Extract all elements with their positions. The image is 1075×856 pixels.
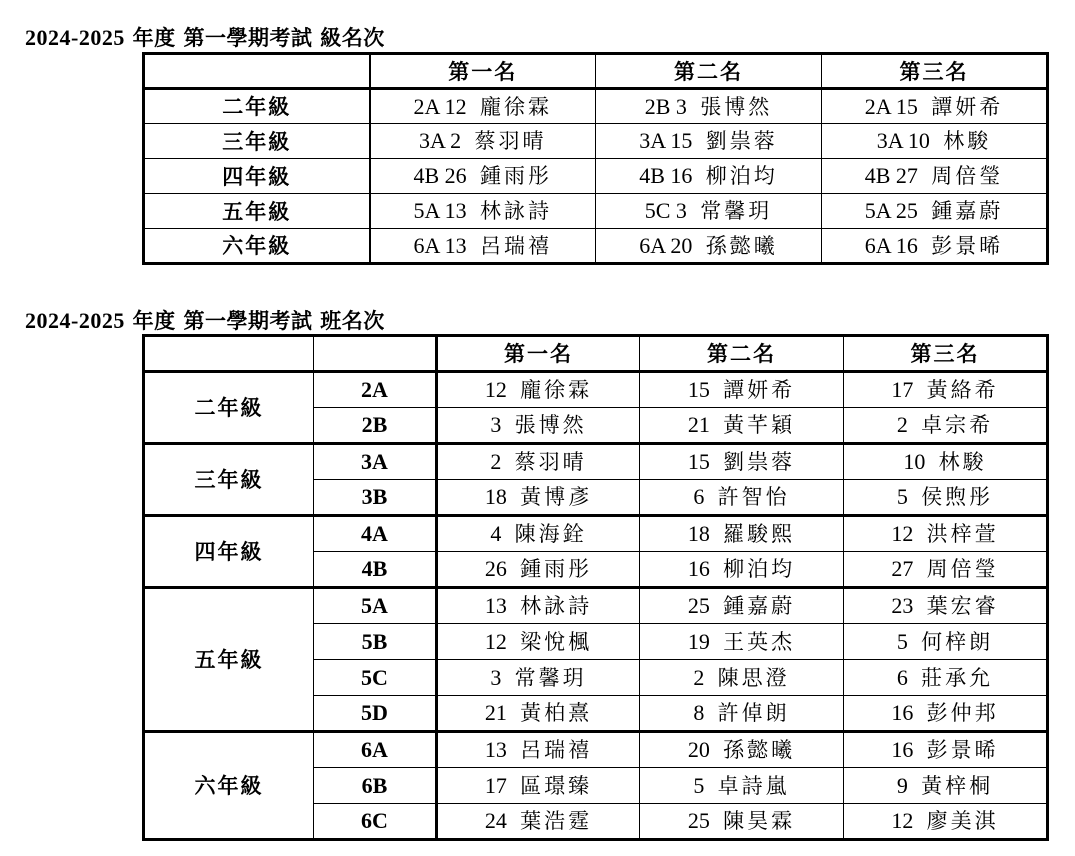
student-name: 彭景晞 bbox=[931, 233, 1004, 258]
student-number: 16 bbox=[687, 556, 710, 581]
grade-ranking-title-text: 年度 第一學期考試 級名次 bbox=[124, 25, 385, 50]
ranking-cell-third bbox=[822, 194, 1048, 229]
student-name: 黃芊穎 bbox=[723, 413, 796, 437]
header-second-place: 第二名 bbox=[596, 54, 822, 89]
class-ranking-row bbox=[144, 516, 1048, 552]
student-number: 3 bbox=[490, 412, 502, 437]
ranking-cell-first bbox=[437, 552, 640, 588]
ranking-cell-third bbox=[844, 732, 1048, 768]
class-label: 2A bbox=[314, 372, 437, 408]
student-number: 8 bbox=[693, 700, 705, 725]
ranking-cell-second bbox=[596, 159, 822, 194]
student-name: 彭景晞 bbox=[926, 738, 999, 762]
student-number: 24 bbox=[484, 808, 507, 833]
student-number: 21 bbox=[687, 412, 710, 437]
ranking-cell-first bbox=[437, 372, 640, 408]
header-third-place: 第三名 bbox=[844, 336, 1048, 372]
student-name: 葉宏睿 bbox=[926, 594, 999, 618]
ranking-cell-second bbox=[640, 372, 844, 408]
grade-label: 四年級 bbox=[144, 516, 314, 588]
student-number: 18 bbox=[687, 521, 710, 546]
class-ranking-row bbox=[144, 732, 1048, 768]
ranking-cell-second bbox=[596, 124, 822, 159]
class-ranking-header-row bbox=[144, 336, 1048, 372]
class-label: 5D bbox=[314, 696, 437, 732]
student-name: 廖美淇 bbox=[926, 809, 999, 833]
grade-label: 四年級 bbox=[144, 159, 370, 194]
student-name: 呂瑞禧 bbox=[520, 738, 593, 762]
ranking-cell-third bbox=[822, 229, 1048, 264]
ranking-cell-third bbox=[822, 159, 1048, 194]
ranking-cell-first bbox=[370, 89, 596, 124]
class-and-number: 5C 3 bbox=[644, 198, 687, 223]
class-and-number: 6A 20 bbox=[639, 232, 693, 258]
student-number: 26 bbox=[484, 556, 507, 581]
student-number: 12 bbox=[484, 628, 507, 654]
student-name: 卓宗希 bbox=[921, 413, 994, 437]
grade-ranking-header-blank bbox=[144, 54, 370, 89]
ranking-cell-second bbox=[640, 480, 844, 516]
grade-label: 六年級 bbox=[144, 229, 370, 264]
student-number: 9 bbox=[896, 772, 908, 798]
student-name: 劉祟蓉 bbox=[705, 129, 778, 153]
header-third-place: 第三名 bbox=[822, 54, 1048, 89]
class-ranking-title-year: 2024-2025 bbox=[25, 308, 125, 333]
student-number: 12 bbox=[484, 377, 507, 402]
grade-label: 二年級 bbox=[144, 89, 370, 124]
student-name: 彭仲邦 bbox=[926, 701, 999, 725]
student-name: 龐徐霖 bbox=[520, 378, 593, 402]
ranking-cell-first bbox=[437, 624, 640, 660]
ranking-cell-first bbox=[437, 516, 640, 552]
grade-ranking-title bbox=[25, 22, 385, 52]
student-number: 6 bbox=[693, 484, 705, 509]
student-number: 5 bbox=[896, 628, 908, 654]
student-number: 4 bbox=[490, 521, 502, 546]
grade-label: 五年級 bbox=[144, 194, 370, 229]
student-name: 黃柏熹 bbox=[520, 701, 593, 725]
student-name: 周倍瑩 bbox=[931, 164, 1004, 188]
student-name: 黃絡希 bbox=[926, 378, 999, 402]
ranking-cell-second bbox=[640, 444, 844, 480]
ranking-cell-second bbox=[640, 624, 844, 660]
class-and-number: 4B 27 bbox=[864, 163, 918, 188]
ranking-cell-second bbox=[640, 588, 844, 624]
grade-ranking-table bbox=[142, 52, 1049, 265]
class-ranking-row bbox=[144, 372, 1048, 408]
grade-label: 二年級 bbox=[144, 372, 314, 444]
student-number: 15 bbox=[687, 449, 710, 474]
student-name: 蔡羽晴 bbox=[474, 129, 547, 153]
class-label: 3B bbox=[314, 480, 437, 516]
student-name: 孫懿曦 bbox=[723, 738, 796, 762]
class-and-number: 4B 16 bbox=[639, 163, 693, 188]
student-number: 19 bbox=[687, 628, 710, 654]
class-label: 4A bbox=[314, 516, 437, 552]
student-name: 譚妍希 bbox=[723, 378, 796, 402]
ranking-cell-first bbox=[370, 194, 596, 229]
header-first-place: 第一名 bbox=[437, 336, 640, 372]
ranking-cell-third bbox=[822, 89, 1048, 124]
ranking-cell-second bbox=[640, 804, 844, 840]
student-name: 譚妍希 bbox=[931, 94, 1004, 119]
ranking-cell-second bbox=[596, 194, 822, 229]
grade-label: 六年級 bbox=[144, 732, 314, 840]
ranking-cell-second bbox=[640, 768, 844, 804]
student-name: 黃梓桐 bbox=[921, 773, 994, 798]
student-number: 12 bbox=[891, 521, 914, 546]
student-name: 孫懿曦 bbox=[705, 233, 778, 258]
student-name: 林詠詩 bbox=[480, 199, 553, 223]
grade-ranking-row bbox=[144, 89, 1048, 124]
class-label: 2B bbox=[314, 408, 437, 444]
student-name: 常馨玥 bbox=[514, 665, 587, 690]
class-and-number: 4B 26 bbox=[413, 163, 467, 188]
grade-label: 三年級 bbox=[144, 444, 314, 516]
class-and-number: 5A 25 bbox=[864, 198, 918, 223]
student-number: 2 bbox=[490, 449, 502, 474]
ranking-cell-second bbox=[640, 408, 844, 444]
student-number: 2 bbox=[693, 664, 705, 690]
ranking-cell-second bbox=[596, 89, 822, 124]
student-name: 羅駿熙 bbox=[723, 522, 796, 546]
student-number: 15 bbox=[687, 377, 710, 402]
class-ranking-header-class-blank bbox=[314, 336, 437, 372]
student-name: 鍾雨彤 bbox=[520, 557, 593, 581]
class-and-number: 2A 12 bbox=[413, 93, 467, 119]
ranking-cell-second bbox=[640, 696, 844, 732]
student-name: 張博然 bbox=[700, 94, 773, 119]
class-ranking-row bbox=[144, 444, 1048, 480]
student-name: 林詠詩 bbox=[520, 594, 593, 618]
student-number: 12 bbox=[891, 808, 914, 833]
class-label: 6A bbox=[314, 732, 437, 768]
ranking-cell-first bbox=[437, 696, 640, 732]
student-name: 龐徐霖 bbox=[480, 94, 553, 119]
student-number: 25 bbox=[687, 593, 710, 618]
class-ranking-row bbox=[144, 588, 1048, 624]
grade-ranking-title-year: 2024-2025 bbox=[25, 25, 125, 50]
class-label: 6C bbox=[314, 804, 437, 840]
student-number: 17 bbox=[891, 377, 914, 402]
ranking-cell-third bbox=[844, 588, 1048, 624]
student-name: 許倬朗 bbox=[717, 701, 790, 725]
class-label: 4B bbox=[314, 552, 437, 588]
student-name: 鍾嘉蔚 bbox=[931, 199, 1004, 223]
class-and-number: 3A 10 bbox=[876, 128, 930, 153]
ranking-cell-second bbox=[640, 552, 844, 588]
grade-ranking-row bbox=[144, 194, 1048, 229]
student-name: 張博然 bbox=[514, 413, 587, 437]
student-number: 25 bbox=[687, 808, 710, 833]
student-number: 6 bbox=[896, 664, 908, 690]
class-label: 5C bbox=[314, 660, 437, 696]
student-name: 卓詩嵐 bbox=[717, 773, 790, 798]
student-number: 16 bbox=[891, 700, 914, 725]
student-name: 許智怡 bbox=[717, 485, 790, 509]
student-name: 王英杰 bbox=[723, 629, 796, 654]
ranking-cell-third bbox=[844, 696, 1048, 732]
class-and-number: 2B 3 bbox=[644, 93, 687, 119]
grade-ranking-row bbox=[144, 159, 1048, 194]
student-name: 柳泊均 bbox=[723, 557, 796, 581]
ranking-cell-third bbox=[844, 408, 1048, 444]
student-number: 18 bbox=[484, 484, 507, 509]
class-and-number: 3A 15 bbox=[639, 128, 693, 153]
student-number: 27 bbox=[891, 556, 914, 581]
student-name: 常馨玥 bbox=[700, 199, 773, 223]
student-name: 陳思澄 bbox=[717, 665, 790, 690]
ranking-cell-third bbox=[844, 552, 1048, 588]
ranking-cell-first bbox=[437, 480, 640, 516]
ranking-cell-first bbox=[370, 159, 596, 194]
student-name: 莊承允 bbox=[921, 665, 994, 690]
ranking-cell-third bbox=[844, 444, 1048, 480]
student-name: 區璟臻 bbox=[520, 773, 593, 798]
grade-label: 五年級 bbox=[144, 588, 314, 732]
student-number: 17 bbox=[484, 772, 507, 798]
ranking-cell-third bbox=[822, 124, 1048, 159]
student-number: 13 bbox=[484, 593, 507, 618]
student-number: 13 bbox=[484, 737, 507, 762]
header-first-place: 第一名 bbox=[370, 54, 596, 89]
student-name: 呂瑞禧 bbox=[480, 233, 553, 258]
ranking-cell-third bbox=[844, 516, 1048, 552]
student-number: 21 bbox=[484, 700, 507, 725]
class-and-number: 5A 13 bbox=[413, 198, 467, 223]
student-name: 劉祟蓉 bbox=[723, 450, 796, 474]
ranking-cell-second bbox=[596, 229, 822, 264]
class-label: 5A bbox=[314, 588, 437, 624]
class-and-number: 3A 2 bbox=[418, 128, 462, 153]
ranking-cell-third bbox=[844, 660, 1048, 696]
class-ranking-table bbox=[142, 334, 1049, 841]
ranking-cell-third bbox=[844, 372, 1048, 408]
ranking-cell-first bbox=[370, 229, 596, 264]
class-ranking-title-text: 年度 第一學期考試 班名次 bbox=[124, 308, 385, 333]
grade-label: 三年級 bbox=[144, 124, 370, 159]
student-number: 5 bbox=[896, 484, 908, 509]
header-second-place: 第二名 bbox=[640, 336, 844, 372]
class-label: 6B bbox=[314, 768, 437, 804]
ranking-cell-first bbox=[437, 660, 640, 696]
student-name: 林駿 bbox=[938, 450, 987, 474]
ranking-cell-third bbox=[844, 804, 1048, 840]
grade-ranking-row bbox=[144, 229, 1048, 264]
class-ranking-header-grade-blank bbox=[144, 336, 314, 372]
ranking-cell-third bbox=[844, 480, 1048, 516]
ranking-cell-first bbox=[437, 444, 640, 480]
class-and-number: 6A 16 bbox=[864, 232, 918, 258]
student-name: 何梓朗 bbox=[921, 629, 994, 654]
student-number: 10 bbox=[903, 449, 926, 474]
student-name: 周倍瑩 bbox=[926, 557, 999, 581]
student-number: 2 bbox=[896, 412, 908, 437]
ranking-cell-first bbox=[370, 124, 596, 159]
grade-ranking-row bbox=[144, 124, 1048, 159]
student-number: 23 bbox=[891, 593, 914, 618]
student-name: 鍾雨彤 bbox=[480, 164, 553, 188]
ranking-cell-first bbox=[437, 768, 640, 804]
student-name: 林駿 bbox=[943, 129, 992, 153]
class-and-number: 6A 13 bbox=[413, 232, 467, 258]
ranking-cell-second bbox=[640, 660, 844, 696]
student-name: 葉浩霆 bbox=[520, 809, 593, 833]
student-number: 3 bbox=[490, 664, 502, 690]
ranking-cell-third bbox=[844, 768, 1048, 804]
student-name: 柳泊均 bbox=[705, 164, 778, 188]
student-number: 20 bbox=[687, 737, 710, 762]
student-name: 陳海銓 bbox=[514, 522, 587, 546]
ranking-cell-second bbox=[640, 516, 844, 552]
ranking-cell-first bbox=[437, 408, 640, 444]
ranking-cell-first bbox=[437, 804, 640, 840]
ranking-cell-third bbox=[844, 624, 1048, 660]
student-name: 蔡羽晴 bbox=[514, 450, 587, 474]
student-name: 洪梓萱 bbox=[926, 522, 999, 546]
class-ranking-title bbox=[25, 305, 385, 335]
student-name: 陳昊霖 bbox=[723, 809, 796, 833]
ranking-cell-second bbox=[640, 732, 844, 768]
grade-ranking-header-row bbox=[144, 54, 1048, 89]
ranking-cell-first bbox=[437, 732, 640, 768]
class-and-number: 2A 15 bbox=[864, 93, 918, 119]
student-name: 梁悅楓 bbox=[520, 629, 593, 654]
student-name: 侯煦彤 bbox=[921, 485, 994, 509]
student-name: 黃博彥 bbox=[520, 485, 593, 509]
ranking-cell-first bbox=[437, 588, 640, 624]
student-name: 鍾嘉蔚 bbox=[723, 594, 796, 618]
student-number: 16 bbox=[891, 737, 914, 762]
student-number: 5 bbox=[693, 772, 705, 798]
class-label: 3A bbox=[314, 444, 437, 480]
class-label: 5B bbox=[314, 624, 437, 660]
